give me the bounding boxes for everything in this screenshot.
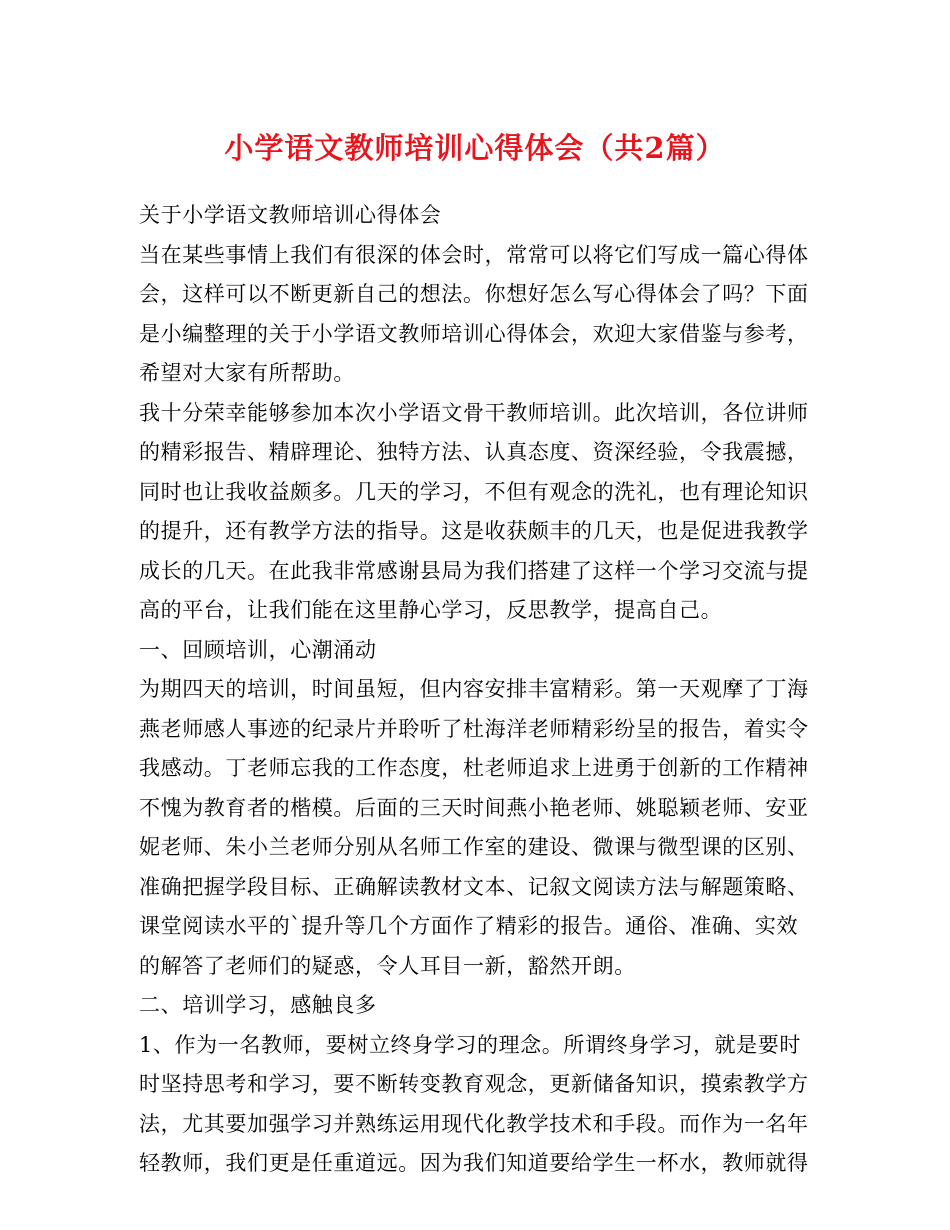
text-line: 的提升，还有教学方法的指导。这是收获颇丰的几天，也是促进我教学 [139, 519, 809, 543]
text-line: 法，尤其要加强学习并熟练运用现代化教学技术和手段。而作为一名年 [139, 1111, 809, 1136]
text-line: 的解答了老师们的疑惑，令人耳目一新，豁然开朗。 [139, 953, 636, 978]
text-line: 的精彩报告、精辟理论、独特方法、认真态度、资深经验，令我震撼， [139, 440, 809, 464]
text-line: 二、培训学习，感触良多 [139, 993, 377, 1017]
text-line: 时坚持思考和学习，要不断转变教育观念，更新储备知识，摸索教学方 [139, 1072, 809, 1096]
text-line: 我感动。丁老师忘我的工作态度，杜老师追求上进勇于创新的工作精神 [139, 756, 809, 780]
text-line: 轻教师，我们更是任重道远。因为我们知道要给学生一杯水，教师就得 [139, 1151, 809, 1175]
text-line: 同时也让我收益颇多。几天的学习，不但有观念的洗礼，也有理论知识 [139, 479, 809, 504]
text-line: 不愧为教育者的楷模。后面的三天时间燕小艳老师、姚聪颖老师、安亚 [139, 795, 809, 820]
text-line: 会，这样可以不断更新自己的想法。你想好怎么写心得体会了吗？下面 [139, 282, 809, 306]
text-line: 1、作为一名教师，要树立终身学习的理念。所谓终身学习，就是要时 [139, 1032, 801, 1057]
text-line: 我十分荣幸能够参加本次小学语文骨干教师培训。此次培训，各位讲师 [139, 400, 809, 425]
text-line: 关于小学语文教师培训心得体会 [139, 203, 442, 227]
document-body [139, 196, 815, 1184]
text-line: 准确把握学段目标、正确解读教材文本、记叙文阅读方法与解题策略、 [139, 874, 809, 899]
text-line: 妮老师、朱小兰老师分别从名师工作室的建设、微课与微型课的区别、 [139, 835, 809, 859]
text-line: 是小编整理的关于小学语文教师培训心得体会，欢迎大家借鉴与参考， [139, 321, 809, 346]
text-line: 课堂阅读水平的`提升等几个方面作了精彩的报告。通俗、准确、实效 [139, 914, 799, 938]
text-line: 当在某些事情上我们有很深的体会时，常常可以将它们写成一篇心得体 [139, 242, 809, 267]
text-line: 为期四天的培训，时间虽短，但内容安排丰富精彩。第一天观摩了丁海 [139, 677, 809, 701]
text-line: 希望对大家有所帮助。 [139, 361, 355, 385]
document-title: 小学语文教师培训心得体会（共2篇） [224, 131, 726, 165]
text-line: 成长的几天。在此我非常感谢县局为我们搭建了这样一个学习交流与提 [139, 558, 809, 583]
text-line: 高的平台，让我们能在这里静心学习，反思教学，提高自己。 [139, 598, 723, 622]
text-line: 燕老师感人事迹的纪录片并聆听了杜海洋老师精彩纷呈的报告，着实令 [139, 716, 809, 741]
text-line: 一、回顾培训，心潮涌动 [139, 637, 377, 662]
